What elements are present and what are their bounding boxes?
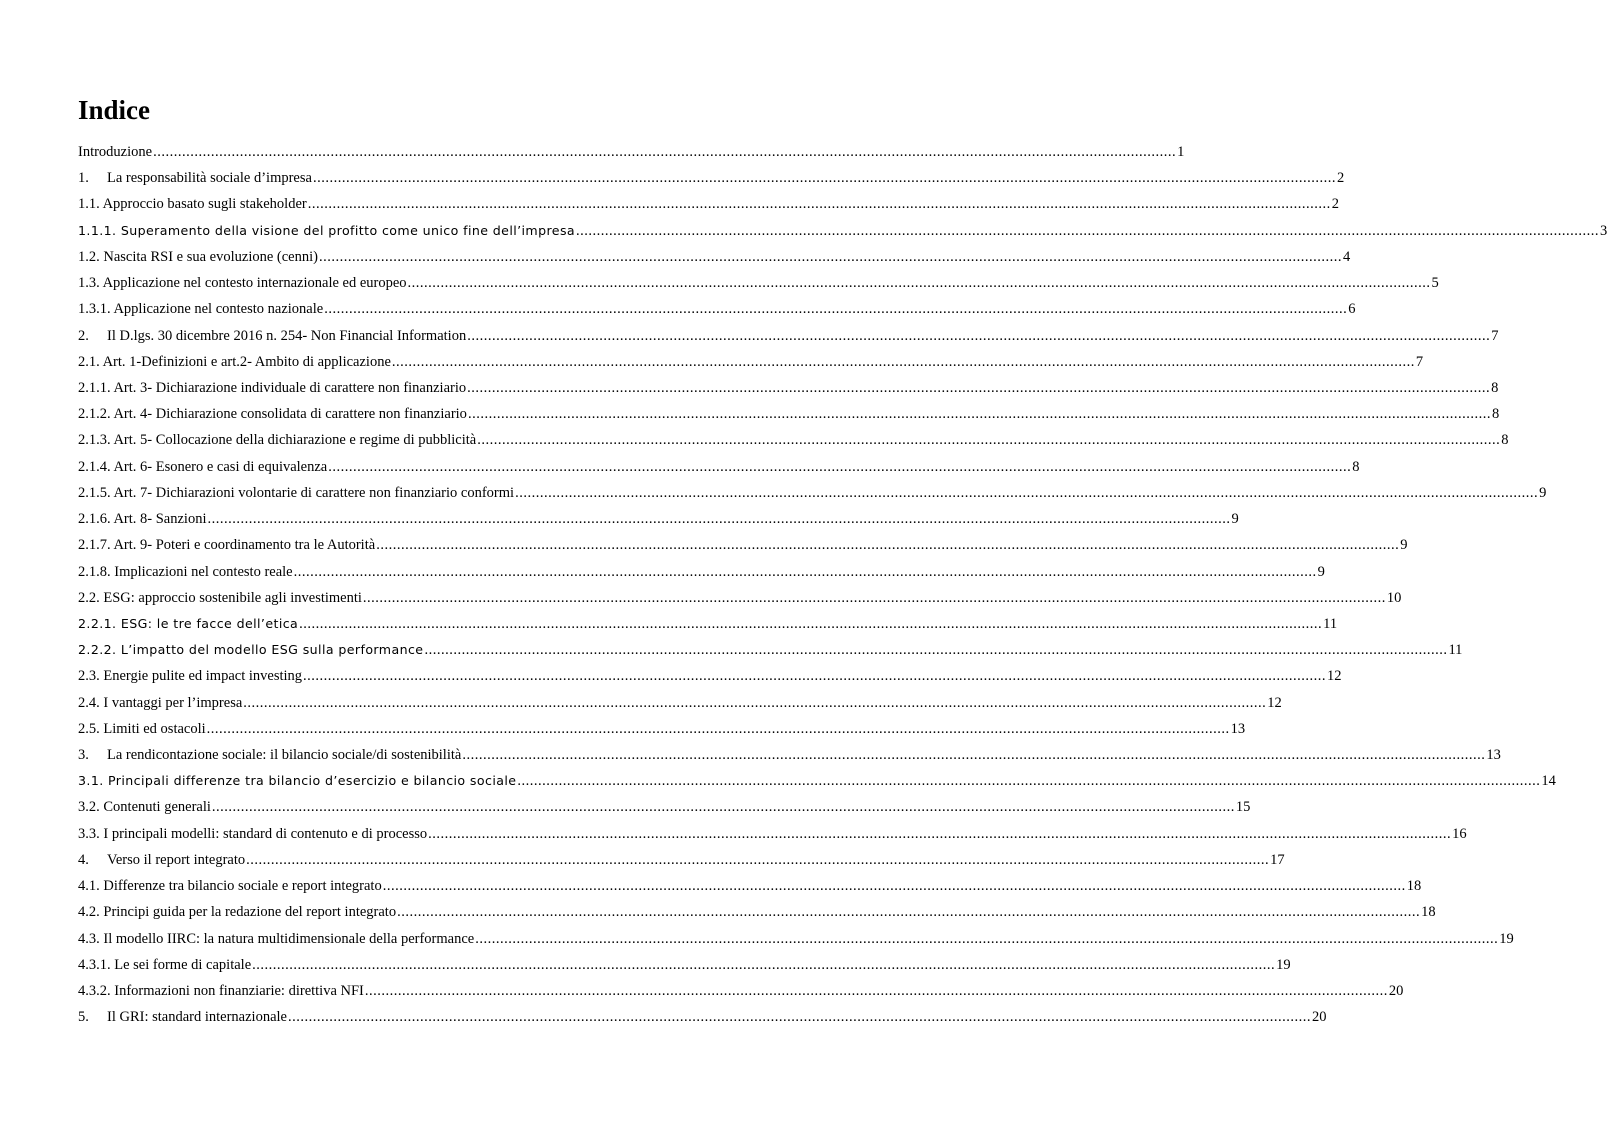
toc-entry-page-number: 16 (1452, 825, 1467, 842)
toc-entry[interactable] (78, 375, 1499, 401)
toc-entry-title: 1.2. Nascita RSI e sua evoluzione (cenni) (78, 248, 318, 265)
toc-entry-page-number: 9 (1539, 484, 1547, 501)
toc-entry[interactable] (78, 663, 1342, 689)
toc-entry-title: 2.1. Art. 1-Definizioni e art.2- Ambito di applicazione (78, 353, 391, 370)
toc-dot-leader (392, 349, 1415, 375)
toc-entry[interactable] (78, 427, 1509, 453)
toc-entry[interactable] (78, 480, 1547, 506)
toc-entry[interactable] (78, 821, 1467, 847)
toc-entry[interactable] (78, 191, 1339, 217)
toc-entry[interactable] (78, 899, 1436, 925)
toc-dot-leader (363, 585, 1386, 611)
toc-entry-page-number: 18 (1421, 904, 1436, 921)
toc-dot-leader (515, 480, 1538, 506)
toc-entry-page-number: 9 (1400, 537, 1408, 554)
toc-entry-title: 3. La rendicontazione sociale: il bilancio sociale/di sostenibilità (78, 747, 462, 764)
toc-entry-title: 2.3. Energie pulite ed impact investing (78, 668, 303, 685)
toc-dot-leader (153, 139, 1176, 165)
toc-entry-title: 1.3. Applicazione nel contesto internazionale ed europeo (78, 275, 407, 292)
toc-entry-page-number: 19 (1276, 956, 1291, 973)
toc-entry-title: 2.1.4. Art. 6- Esonero e casi di equivalenza (78, 458, 328, 475)
toc-dot-leader (299, 611, 1322, 637)
toc-dot-leader (243, 690, 1266, 716)
toc-entry[interactable] (78, 244, 1351, 270)
toc-entry-title: 2.1.6. Art. 8- Sanzioni (78, 511, 207, 528)
toc-dot-leader (246, 847, 1269, 873)
toc-entry-page-number: 9 (1317, 563, 1325, 580)
toc-entry-page-number: 10 (1386, 589, 1402, 606)
toc-entry-page-number: 8 (1352, 458, 1360, 475)
toc-dot-leader (324, 296, 1347, 322)
toc-entry-page-number: 4 (1342, 248, 1351, 265)
toc-entry[interactable] (78, 847, 1285, 873)
table-of-contents (78, 139, 1607, 1030)
toc-entry[interactable] (78, 506, 1239, 532)
toc-dot-leader (328, 454, 1351, 480)
toc-entry-title: 2.2.1. ESG: le tre facce dell’etica (78, 615, 299, 631)
toc-entry-page-number: 20 (1388, 983, 1404, 999)
toc-entry-page-number: 6 (1348, 301, 1356, 318)
toc-entry-title: 1.1.1. Superamento della visione del profitto come unico fine dell’impresa (78, 222, 576, 238)
toc-entry-page-number: 8 (1501, 432, 1509, 449)
toc-entry-page-number: 11 (1323, 615, 1338, 632)
toc-entry-page-number: 8 (1491, 379, 1499, 396)
toc-entry[interactable] (78, 611, 1338, 637)
toc-dot-leader (397, 899, 1420, 925)
toc-entry[interactable] (78, 218, 1607, 244)
toc-dot-leader (294, 559, 1317, 585)
toc-dot-leader (383, 873, 1406, 899)
toc-entry-page-number: 12 (1327, 668, 1342, 685)
toc-dot-leader (212, 794, 1235, 820)
toc-dot-leader (308, 191, 1331, 217)
toc-entry[interactable] (78, 637, 1463, 663)
toc-entry-title: 4.2. Principi guida per la redazione del report integrato (78, 904, 397, 921)
toc-entry-title: 4.3. Il modello IIRC: la natura multidimensionale della performance (78, 930, 475, 947)
toc-dot-leader (467, 323, 1490, 349)
toc-entry-title: 2.1.1. Art. 3- Dichiarazione individuale di carattere non finanziario (78, 379, 467, 396)
toc-entry-page-number: 13 (1486, 747, 1501, 764)
toc-entry-page-number: 20 (1311, 1009, 1327, 1026)
toc-entry-title: Introduzione (78, 144, 153, 160)
toc-entry-title: 2.1.8. Implicazioni nel contesto reale (78, 563, 293, 580)
toc-entry-title: 4.3.2. Informazioni non finanziarie: direttiva NFI (78, 983, 364, 999)
toc-entry-page-number: 13 (1230, 720, 1246, 737)
toc-dot-leader (376, 532, 1399, 558)
toc-entry-title: 1. La responsabilità sociale d’impresa (78, 170, 312, 187)
toc-entry-title: 2.4. I vantaggi per l’impresa (78, 694, 243, 711)
toc-entry[interactable] (78, 585, 1402, 611)
toc-entry-title: 1.1. Approccio basato sugli stakeholder (78, 196, 307, 213)
toc-entry-page-number: 12 (1267, 694, 1282, 711)
toc-entry-page-number: 2 (1331, 196, 1339, 213)
toc-dot-leader (428, 821, 1451, 847)
toc-dot-leader (475, 926, 1498, 952)
toc-dot-leader (207, 716, 1230, 742)
toc-entry-page-number: 9 (1231, 511, 1239, 528)
toc-entry-page-number: 18 (1406, 878, 1422, 895)
toc-entry[interactable] (78, 873, 1422, 899)
toc-entry-title: 3.3. I principali modelli: standard di contenuto e di processo (78, 825, 428, 842)
toc-entry-title: 4. Verso il report integrato (78, 851, 246, 868)
toc-dot-leader (517, 768, 1540, 794)
toc-dot-leader (477, 427, 1500, 453)
toc-entry[interactable] (78, 165, 1345, 191)
toc-entry[interactable] (78, 768, 1556, 794)
toc-entry-page-number: 1 (1177, 144, 1185, 160)
toc-entry-page-number: 5 (1431, 275, 1439, 292)
toc-entry-page-number: 17 (1270, 851, 1285, 868)
toc-entry-page-number: 11 (1448, 642, 1463, 659)
toc-entry-title: 2.1.3. Art. 5- Collocazione della dichiarazione e regime di pubblicità (78, 432, 477, 449)
toc-entry-title: 3.1. Principali differenze tra bilancio d’esercizio e bilancio sociale (78, 773, 517, 789)
toc-entry[interactable] (78, 139, 1185, 165)
toc-entry[interactable] (78, 454, 1360, 480)
toc-entry-title: 2.2. ESG: approccio sostenibile agli investimenti (78, 589, 362, 606)
toc-dot-leader (288, 1004, 1311, 1030)
toc-entry-title: 4.3.1. Le sei forme di capitale (78, 956, 252, 973)
toc-entry[interactable] (78, 1004, 1327, 1030)
toc-entry-title: 4.1. Differenze tra bilancio sociale e report integrato (78, 878, 382, 895)
toc-entry[interactable] (78, 716, 1246, 742)
toc-entry[interactable] (78, 532, 1408, 558)
page-title: Indice (78, 95, 151, 125)
toc-entry[interactable] (78, 742, 1501, 768)
toc-entry-title: 2.1.2. Art. 4- Dichiarazione consolidata di carattere non finanziario (78, 406, 467, 423)
toc-entry-page-number: 15 (1235, 799, 1251, 816)
toc-dot-leader (313, 165, 1336, 191)
toc-entry-page-number: 3 (1600, 222, 1607, 239)
toc-dot-leader (462, 742, 1485, 768)
toc-entry-title: 2.5. Limiti ed ostacoli (78, 720, 206, 737)
toc-dot-leader (468, 401, 1491, 427)
toc-entry-title: 2.1.5. Art. 7- Dichiarazioni volontarie di carattere non finanziario conformi (78, 484, 515, 501)
toc-entry[interactable] (78, 401, 1500, 427)
toc-entry[interactable] (78, 349, 1424, 375)
toc-entry-title: 2.1.7. Art. 9- Poteri e coordinamento tra le Autorità (78, 537, 376, 554)
toc-dot-leader (303, 663, 1326, 689)
toc-dot-leader (424, 637, 1447, 663)
toc-entry-title: 3.2. Contenuti generali (78, 799, 211, 816)
toc-dot-leader (319, 244, 1342, 270)
toc-entry[interactable] (78, 559, 1325, 585)
toc-entry[interactable] (78, 296, 1356, 322)
toc-entry-title: 5. Il GRI: standard internazionale (78, 1009, 287, 1026)
toc-entry[interactable] (78, 952, 1291, 978)
toc-dot-leader (207, 506, 1230, 532)
toc-entry[interactable] (78, 926, 1514, 952)
toc-entry-page-number: 7 (1491, 327, 1499, 344)
toc-entry[interactable] (78, 794, 1251, 820)
toc-dot-leader (252, 952, 1275, 978)
toc-entry[interactable] (78, 978, 1404, 1004)
toc-dot-leader (365, 978, 1388, 1004)
toc-entry[interactable] (78, 323, 1499, 349)
toc-entry-title: 2. Il D.lgs. 30 dicembre 2016 n. 254- Non Financial Information (78, 327, 467, 344)
toc-entry[interactable] (78, 270, 1439, 296)
toc-entry-page-number: 19 (1499, 930, 1514, 947)
toc-dot-leader (467, 375, 1490, 401)
toc-entry-page-number: 8 (1491, 406, 1500, 423)
toc-entry-page-number: 14 (1541, 773, 1556, 790)
toc-entry-title: 2.2.2. L’impatto del modello ESG sulla performance (78, 642, 424, 658)
toc-dot-leader (576, 218, 1599, 244)
toc-entry-page-number: 2 (1336, 170, 1345, 187)
toc-entry[interactable] (78, 690, 1282, 716)
toc-dot-leader (408, 270, 1431, 296)
toc-entry-page-number: 7 (1415, 353, 1424, 370)
toc-entry-title: 1.3.1. Applicazione nel contesto nazionale (78, 301, 324, 318)
